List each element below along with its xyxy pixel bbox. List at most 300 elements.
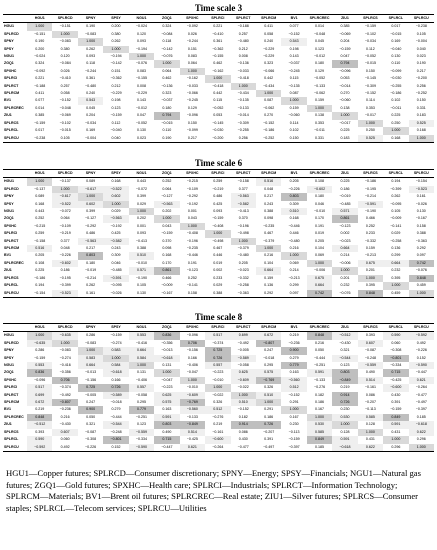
table-cell: 0.779 — [129, 406, 154, 413]
table-cell: 0.163 — [289, 370, 299, 375]
table-cell: 0.152 — [103, 444, 128, 452]
table-cell: 0.848 — [358, 290, 383, 298]
table-cell: 0.167 — [289, 414, 299, 419]
table-row — [3, 46, 434, 53]
table-cell: −0.229 — [263, 54, 275, 59]
table-cell: 0.575 — [154, 399, 179, 406]
table-cell: 0.256 — [231, 135, 256, 143]
table-cell: 0.150 — [281, 135, 306, 143]
table-cell: −0.145 — [212, 120, 224, 125]
table-cell: 0.543 — [78, 97, 103, 104]
table-cell: 0.217 — [416, 68, 426, 73]
table-cell: 1.000 — [27, 332, 52, 340]
table-cell: 0.150 — [187, 120, 197, 125]
table-cell: 0.514 — [358, 377, 383, 384]
correlation-table — [3, 323, 434, 452]
table-cell: 0.517 — [27, 384, 52, 391]
table-cell: 0.128 — [365, 422, 375, 427]
table-cell: −0.492 — [59, 392, 71, 397]
table-cell: 0.353 — [365, 105, 375, 110]
time-scale-section — [0, 157, 437, 298]
row-header: SPLRCM — [4, 91, 20, 96]
table-cell: 0.621 — [409, 377, 434, 384]
table-cell: −0.252 — [415, 91, 427, 96]
table-cell: 0.205 — [35, 253, 45, 258]
table-cell: 0.571 — [332, 208, 357, 215]
table-cell: 1.000 — [103, 46, 128, 53]
section-title: Time scale 8 — [194, 312, 243, 322]
table-row — [3, 215, 434, 222]
column-header: SPXHC — [180, 15, 205, 23]
table-cell: 0.442 — [264, 76, 274, 81]
table-cell: 0.726 — [103, 384, 128, 391]
table-cell: −0.018 — [263, 355, 275, 360]
table-cell: −0.135 — [237, 98, 249, 103]
table-cell: −0.276 — [212, 414, 224, 419]
table-cell: 0.553 — [27, 362, 52, 369]
table-cell: −0.245 — [186, 98, 198, 103]
table-row — [3, 282, 434, 289]
table-cell: 0.462 — [213, 61, 223, 66]
table-cell: −0.544 — [332, 355, 357, 362]
table-cell: 0.370 — [162, 238, 172, 243]
table-cell: −0.092 — [186, 24, 198, 29]
table-cell: 0.216 — [60, 414, 70, 419]
table-cell: −0.186 — [34, 275, 46, 280]
table-cell: 0.185 — [416, 414, 426, 419]
table-cell: 0.803 — [154, 421, 179, 428]
table-cell: 0.014 — [315, 24, 325, 29]
table-cell: 0.399 — [86, 209, 96, 214]
table-cell: −0.096 — [186, 333, 198, 338]
table-cell: −0.226 — [288, 186, 300, 191]
table-cell: −0.014 — [339, 83, 351, 88]
table-cell: 0.900 — [78, 406, 103, 413]
table-cell: 0.159 — [264, 275, 274, 280]
table-cell: 0.270 — [340, 91, 350, 96]
table-row — [3, 384, 434, 391]
table-row — [3, 60, 434, 67]
column-header: SPLRCM — [256, 15, 281, 23]
table-cell: −0.356 — [161, 340, 173, 345]
table-cell: −0.560 — [180, 406, 205, 413]
table-cell: 0.591 — [154, 414, 179, 421]
table-row — [3, 135, 434, 143]
table-cell: 0.130 — [416, 209, 426, 214]
section-title: Time scale 6 — [194, 158, 243, 168]
table-cell: 0.136 — [391, 246, 401, 251]
table-cell: −0.635 — [52, 332, 77, 340]
table-cell: −0.406 — [186, 363, 198, 368]
table-cell: 0.212 — [111, 83, 121, 88]
table-cell: 0.431 — [391, 429, 401, 434]
table-cell: 0.442 — [213, 91, 223, 96]
table-cell: 0.046 — [111, 260, 121, 265]
table-cell: 0.043 — [162, 223, 172, 228]
table-cell: 0.186 — [315, 400, 325, 405]
table-cell: 0.190 — [86, 24, 96, 29]
table-cell: 0.180 — [315, 61, 325, 66]
table-cell: 0.114 — [366, 98, 375, 103]
table-cell: 0.019 — [315, 231, 325, 236]
table-cell: −0.497 — [415, 400, 427, 405]
table-cell: 0.190 — [154, 135, 179, 143]
table-cell: −0.083 — [85, 31, 97, 36]
table-cell: −0.188 — [237, 24, 249, 29]
table-cell: −0.076 — [415, 268, 427, 273]
table-cell: −0.034 — [364, 39, 376, 44]
table-cell: 1.000 — [358, 275, 383, 282]
table-cell: 0.002 — [340, 231, 350, 236]
table-cell: 0.607 — [52, 429, 77, 436]
table-cell: −0.015 — [364, 61, 376, 66]
table-cell: 0.517 — [205, 332, 230, 340]
table-cell: −0.159 — [34, 355, 46, 360]
table-cell: −0.133 — [186, 414, 198, 419]
table-cell: −0.485 — [110, 268, 122, 273]
table-cell: 0.516 — [256, 178, 281, 186]
column-header: ZIU1 — [332, 324, 357, 332]
column-header: SPLRCM — [256, 170, 281, 178]
table-cell: −0.274 — [110, 340, 122, 345]
row-header: ZGQ1 — [4, 216, 14, 221]
row-header: SPLRCI — [4, 76, 18, 81]
table-cell: −0.362 — [110, 76, 122, 81]
table-cell: 1.000 — [103, 355, 128, 362]
table-cell: −0.292 — [186, 194, 198, 199]
table-row — [3, 245, 434, 252]
table-cell: −0.363 — [415, 238, 427, 243]
table-cell: −0.618 — [103, 369, 128, 376]
table-row — [3, 75, 434, 82]
table-cell: −0.512 — [27, 421, 52, 428]
table-cell: 0.138 — [315, 113, 325, 118]
table-cell: 0.180 — [86, 260, 96, 265]
table-cell: 0.492 — [416, 340, 426, 345]
table-cell: −0.238 — [27, 135, 52, 143]
table-cell: 0.023 — [416, 54, 426, 59]
table-cell: −0.236 — [288, 340, 300, 345]
row-header: SPXHC — [4, 68, 17, 73]
table-cell: 0.388 — [416, 231, 426, 236]
table-cell: 0.247 — [264, 348, 274, 353]
table-cell: 1.000 — [180, 377, 205, 384]
table-cell: 0.664 — [332, 245, 357, 252]
table-cell: −0.413 — [237, 209, 249, 214]
table-cell: 0.553 — [129, 332, 154, 340]
table-cell: 0.443 — [136, 179, 146, 184]
table-cell: 0.023 — [129, 135, 154, 143]
table-cell: −0.213 — [288, 275, 300, 280]
table-cell: −0.245 — [288, 68, 300, 73]
table-cell: −0.123 — [339, 223, 351, 228]
row-header: ZGQ1 — [4, 61, 14, 66]
table-cell: −0.559 — [129, 429, 154, 436]
table-cell: 0.779 — [281, 362, 306, 369]
table-cell: 0.380 — [111, 31, 121, 36]
table-cell: −0.186 — [390, 91, 402, 96]
column-header: HGU1 — [27, 324, 52, 332]
column-header: SPLRCD — [52, 324, 77, 332]
table-cell: 0.836 — [27, 369, 52, 376]
table-cell: −0.447 — [415, 370, 427, 375]
row-header: SPLRCU — [3, 444, 27, 452]
table-cell: 0.543 — [281, 38, 306, 45]
table-cell: −0.379 — [263, 238, 275, 243]
table-cell: 0.048 — [60, 246, 70, 251]
table-cell: 1.000 — [383, 282, 408, 289]
table-cell: 0.168 — [162, 253, 172, 258]
table-cell: −0.152 — [263, 120, 275, 125]
table-cell: −0.137 — [59, 179, 71, 184]
table-cell: 0.715 — [154, 436, 179, 443]
row-header: SPLRCL — [4, 283, 19, 288]
table-cell: −0.229 — [263, 46, 275, 51]
table-cell: −0.251 — [135, 414, 148, 419]
table-cell: 0.323 — [162, 91, 172, 96]
table-cell: 1.000 — [52, 186, 77, 193]
row-header: SPLRCREC — [4, 105, 24, 110]
table-cell: −0.162 — [212, 68, 224, 73]
table-cell: −0.137 — [34, 186, 46, 191]
table-cell: 0.252 — [365, 223, 375, 228]
table-cell: 0.168 — [383, 135, 408, 143]
table-cell: 0.204 — [340, 39, 350, 44]
table-cell: −0.076 — [332, 290, 357, 298]
table-cell: 0.191 — [187, 260, 197, 265]
row-header: SPLRCL — [4, 128, 19, 133]
table-cell: 0.159 — [365, 246, 375, 251]
table-cell: 0.295 — [264, 363, 274, 368]
table-cell: 0.621 — [180, 444, 205, 452]
table-cell: 1.000 — [409, 444, 434, 452]
table-cell: 0.232 — [340, 283, 350, 288]
table-cell: 0.205 — [238, 260, 248, 265]
table-cell: −0.497 — [256, 444, 281, 452]
table-cell: −0.492 — [237, 340, 249, 345]
table-cell: −0.095 — [390, 201, 402, 206]
table-cell: −0.062 — [263, 105, 275, 110]
table-cell: −0.133 — [237, 105, 249, 110]
table-cell: 0.466 — [162, 275, 172, 280]
table-cell: 0.168 — [35, 201, 45, 206]
row-header: SPLRCU — [3, 290, 27, 298]
table-cell: −0.194 — [110, 54, 122, 59]
table-cell: 0.120 — [136, 31, 146, 36]
table-cell: 0.159 — [315, 98, 325, 103]
corner-cell — [3, 15, 27, 23]
table-cell: −0.066 — [263, 68, 275, 73]
table-cell: −0.363 — [231, 290, 256, 298]
column-header: BV1 — [281, 15, 306, 23]
table-cell: 0.050 — [86, 414, 96, 419]
table-cell: 0.225 — [340, 179, 350, 184]
table-cell: 0.291 — [264, 407, 274, 412]
table-cell: 0.849 — [307, 436, 332, 443]
table-cell: −0.012 — [135, 105, 148, 110]
row-header: SPLRCM — [4, 246, 20, 251]
table-row — [3, 362, 434, 369]
table-cell: 0.262 — [86, 46, 96, 51]
table-cell: 0.201 — [365, 268, 375, 273]
table-cell: 0.123 — [136, 422, 146, 427]
row-header: SPSY — [4, 46, 14, 51]
table-cell: −0.005 — [85, 392, 97, 397]
section-title: Time scale 3 — [194, 3, 243, 13]
table-cell: 1.000 — [103, 201, 128, 208]
table-cell: 0.201 — [340, 275, 350, 280]
row-header: NGU1 — [4, 54, 14, 59]
table-cell: 0.150 — [416, 98, 426, 103]
table-row — [3, 53, 434, 60]
table-cell: −0.161 — [212, 429, 224, 434]
row-header: ZIU1 — [4, 422, 12, 427]
table-cell: 0.219 — [289, 333, 299, 338]
table-cell: 0.167 — [315, 407, 325, 412]
table-cell: 0.233 — [213, 275, 223, 280]
table-cell: −0.156 — [186, 348, 198, 353]
column-header: SPLRCREC — [307, 170, 332, 178]
table-cell: −0.133 — [313, 83, 326, 88]
table-cell: 0.046 — [315, 201, 325, 206]
table-cell: 0.029 — [391, 231, 401, 236]
table-cell: 0.050 — [315, 348, 325, 353]
table-cell: 0.225 — [391, 113, 401, 118]
table-cell: 0.128 — [340, 429, 350, 434]
table-cell: 0.395 — [365, 283, 375, 288]
table-cell: 0.158 — [416, 223, 426, 228]
table-cell: −0.084 — [59, 61, 71, 66]
table-cell: −0.309 — [237, 120, 249, 125]
table-cell: 0.462 — [162, 76, 172, 81]
table-cell: 0.742 — [307, 290, 332, 298]
table-cell: 0.097 — [281, 290, 306, 298]
table-cell: −0.807 — [256, 340, 281, 347]
table-cell: −0.136 — [237, 61, 249, 66]
table-cell: −0.226 — [415, 348, 427, 353]
table-cell: −0.563 — [103, 215, 128, 222]
table-cell: −0.161 — [364, 385, 376, 390]
table-cell: −0.009 — [161, 283, 173, 288]
table-cell: 0.706 — [52, 377, 77, 384]
table-cell: 0.250 — [391, 120, 401, 125]
table-cell: 0.105 — [416, 31, 426, 36]
table-cell: 0.292 — [256, 290, 281, 298]
table-cell: 0.794 — [154, 112, 179, 119]
table-cell: −0.190 — [135, 275, 148, 280]
table-cell: −0.127 — [85, 216, 97, 221]
table-cell: −0.416 — [135, 340, 148, 345]
table-row — [3, 193, 434, 200]
table-cell: 0.202 — [136, 216, 146, 221]
table-cell: 0.291 — [289, 400, 299, 405]
table-cell: 1.000 — [154, 215, 179, 222]
table-cell: 0.279 — [111, 407, 121, 412]
table-cell: 0.232 — [391, 268, 401, 273]
table-cell: −0.200 — [205, 135, 230, 143]
table-cell: 0.664 — [307, 282, 332, 289]
table-cell: −0.102 — [59, 120, 71, 125]
table-cell: 0.143 — [136, 98, 146, 103]
table-cell: 0.675 — [358, 260, 383, 267]
table-cell: −0.133 — [313, 377, 326, 382]
table-cell: −0.159 — [110, 113, 122, 118]
table-cell: −0.005 — [237, 348, 249, 353]
table-cell: −0.229 — [110, 91, 122, 96]
table-cell: −0.030 — [212, 128, 224, 133]
table-cell: 0.086 — [365, 392, 375, 397]
table-cell: −0.024 — [135, 24, 148, 29]
column-header: ZIU1 — [332, 170, 357, 178]
table-cell: −0.012 — [313, 54, 326, 59]
table-cell: 0.262 — [86, 283, 96, 288]
table-cell: −0.006 — [339, 260, 351, 265]
table-cell: 0.385 — [35, 113, 45, 118]
table-cell: −0.167 — [415, 216, 427, 221]
table-cell: 0.029 — [111, 209, 121, 214]
column-header: SPLRCD — [52, 170, 77, 178]
table-cell: 0.114 — [289, 120, 299, 125]
column-header: SPXHC — [180, 170, 205, 178]
table-cell: 0.323 — [264, 61, 274, 66]
table-cell: −0.026 — [415, 201, 427, 206]
row-header: SPLRCS — [4, 120, 19, 125]
table-cell: 0.361 — [86, 76, 96, 81]
table-cell: −0.397 — [415, 407, 427, 412]
table-cell: 0.123 — [340, 363, 350, 368]
table-cell: 0.571 — [129, 267, 154, 274]
table-cell: −0.060 — [339, 98, 351, 103]
table-cell: 0.259 — [213, 179, 223, 184]
table-cell: 0.607 — [358, 340, 383, 347]
table-row — [3, 238, 434, 245]
table-cell: −0.235 — [263, 223, 275, 228]
table-cell: −0.190 — [364, 209, 376, 214]
table-cell: 0.324 — [35, 61, 45, 66]
table-cell: −0.418 — [237, 76, 249, 81]
table-cell: 0.205 — [289, 179, 299, 184]
table-cell: 0.726 — [332, 399, 357, 406]
table-cell: 0.257 — [238, 31, 248, 36]
table-cell: −0.600 — [205, 436, 230, 443]
table-cell: 0.029 — [213, 283, 223, 288]
table-row — [3, 178, 434, 186]
table-cell: −0.152 — [288, 31, 300, 36]
table-cell: 0.492 — [52, 444, 77, 452]
table-cell: 1.000 — [332, 267, 357, 274]
table-cell: −0.425 — [390, 377, 402, 382]
table-cell: −0.058 — [135, 392, 148, 397]
table-cell: 0.467 — [213, 246, 223, 251]
table-cell: 0.064 — [162, 68, 172, 73]
table-cell: −0.095 — [110, 283, 122, 288]
table-cell: 0.803 — [332, 369, 357, 376]
correlation-table — [3, 14, 434, 143]
table-cell: 0.019 — [213, 260, 223, 265]
table-cell: 1.000 — [383, 436, 408, 443]
table-cell: 0.490 — [162, 429, 172, 434]
row-header: BV1 — [4, 253, 11, 258]
table-cell: −0.019 — [85, 268, 97, 273]
table-cell: 0.257 — [60, 83, 70, 88]
table-cell: −0.229 — [135, 91, 148, 96]
column-header: SPLRCI — [205, 324, 230, 332]
table-cell: 0.060 — [60, 437, 70, 442]
table-cell: 0.443 — [35, 209, 45, 214]
table-cell: −0.589 — [231, 355, 256, 362]
table-cell: −0.196 — [237, 223, 249, 228]
table-cell: −0.040 — [110, 128, 122, 133]
